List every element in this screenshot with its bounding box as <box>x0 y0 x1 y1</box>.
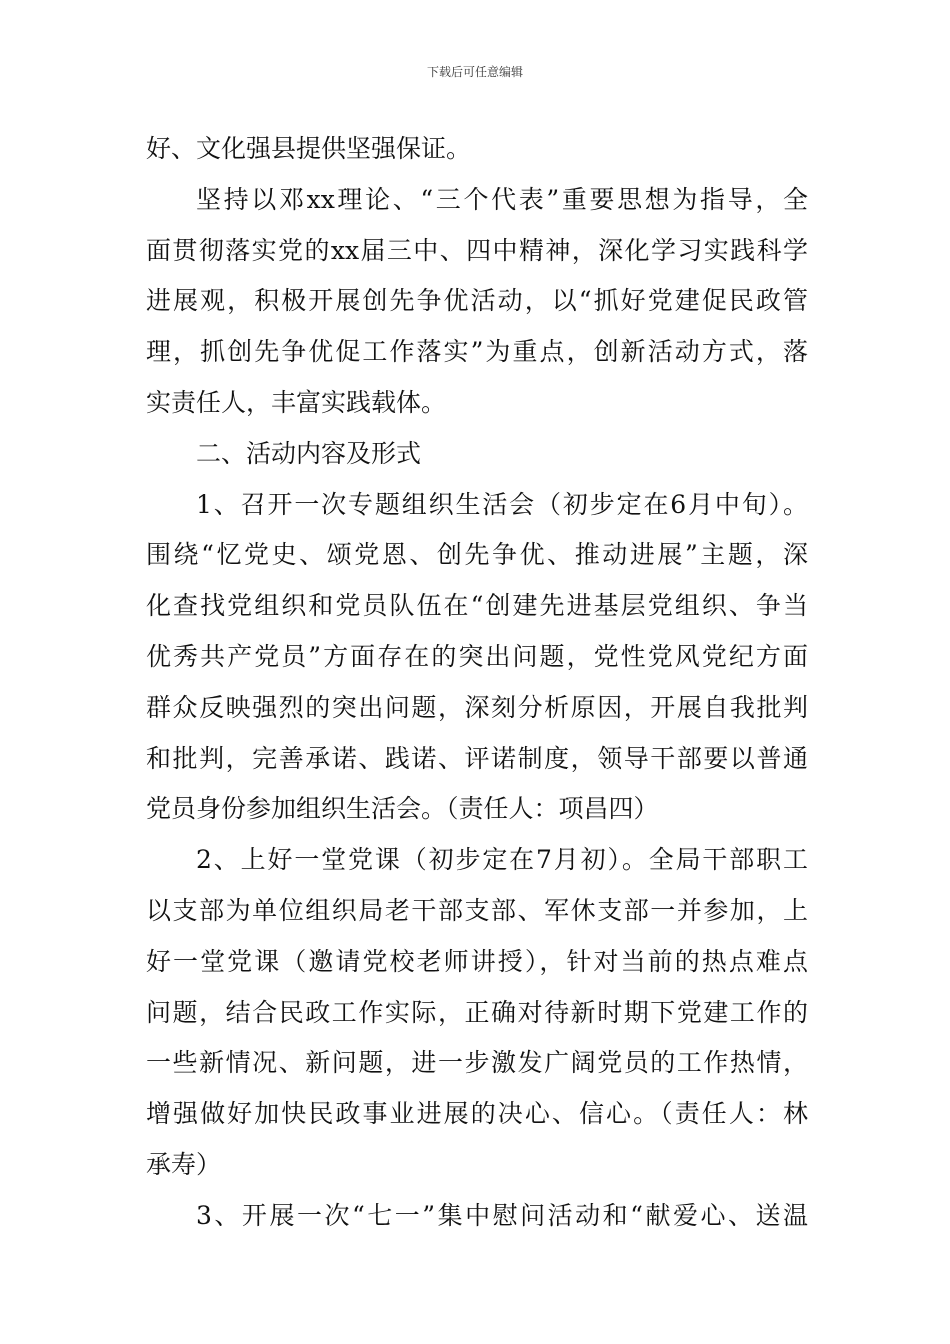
text-line: 1、召开一次专题组织生活会（初步定在6月中旬）。 <box>196 489 808 519</box>
text-line: 以支部为单位组织局老干部支部、军休支部一并参加，上 <box>146 895 808 925</box>
text-line: 和批判，完善承诺、践诺、评诺制度，领导干部要以普通 <box>146 743 808 773</box>
text-line: 理，抓创先争优促工作落实”为重点，创新活动方式，落 <box>146 337 808 367</box>
text-line: 3、开展一次“七一”集中慰问活动和“献爱心、送温 <box>196 1200 808 1230</box>
text-line: 承寿） <box>146 1149 222 1179</box>
text-line: 问题，结合民政工作实际，正确对待新时期下党建工作的 <box>146 997 808 1027</box>
text-line: 围绕“忆党史、颂党恩、创先争优、推动进展”主题，深 <box>146 540 808 570</box>
text-line: 增强做好加快民政事业进展的决心、信心。（责任人：林 <box>146 1099 808 1129</box>
text-line: 好一堂党课（邀请党校老师讲授），针对当前的热点难点 <box>146 946 808 976</box>
text-line: 优秀共产党员”方面存在的突出问题，党性党风党纪方面 <box>146 641 808 671</box>
text-line: 坚持以邓xx理论、“三个代表”重要思想为指导，全 <box>196 184 808 214</box>
text-line: 化查找党组织和党员队伍在“创建先进基层党组织、争当 <box>146 591 808 621</box>
text-line: 2、上好一堂党课（初步定在7月初）。全局干部职工 <box>196 845 808 875</box>
text-line: 进展观，积极开展创先争优活动，以“抓好党建促民政管 <box>146 286 808 316</box>
text-line: 面贯彻落实党的xx届三中、四中精神，深化学习实践科学 <box>146 235 808 265</box>
section-heading: 二、活动内容及形式 <box>196 438 422 468</box>
text-line: 好、文化强县提供坚强保证。 <box>146 134 472 163</box>
text-line: 群众反映强烈的突出问题，深刻分析原因，开展自我批判 <box>146 692 808 722</box>
text-line: 实责任人，丰富实践载体。 <box>146 387 447 417</box>
text-line: 党员身份参加组织生活会。（责任人：项昌四） <box>146 794 659 824</box>
page-header-note: 下载后可任意编辑 <box>426 65 523 79</box>
document-body <box>146 124 808 1242</box>
text-line: 一些新情况、新问题，进一步激发广阔党员的工作热情， <box>146 1048 808 1078</box>
